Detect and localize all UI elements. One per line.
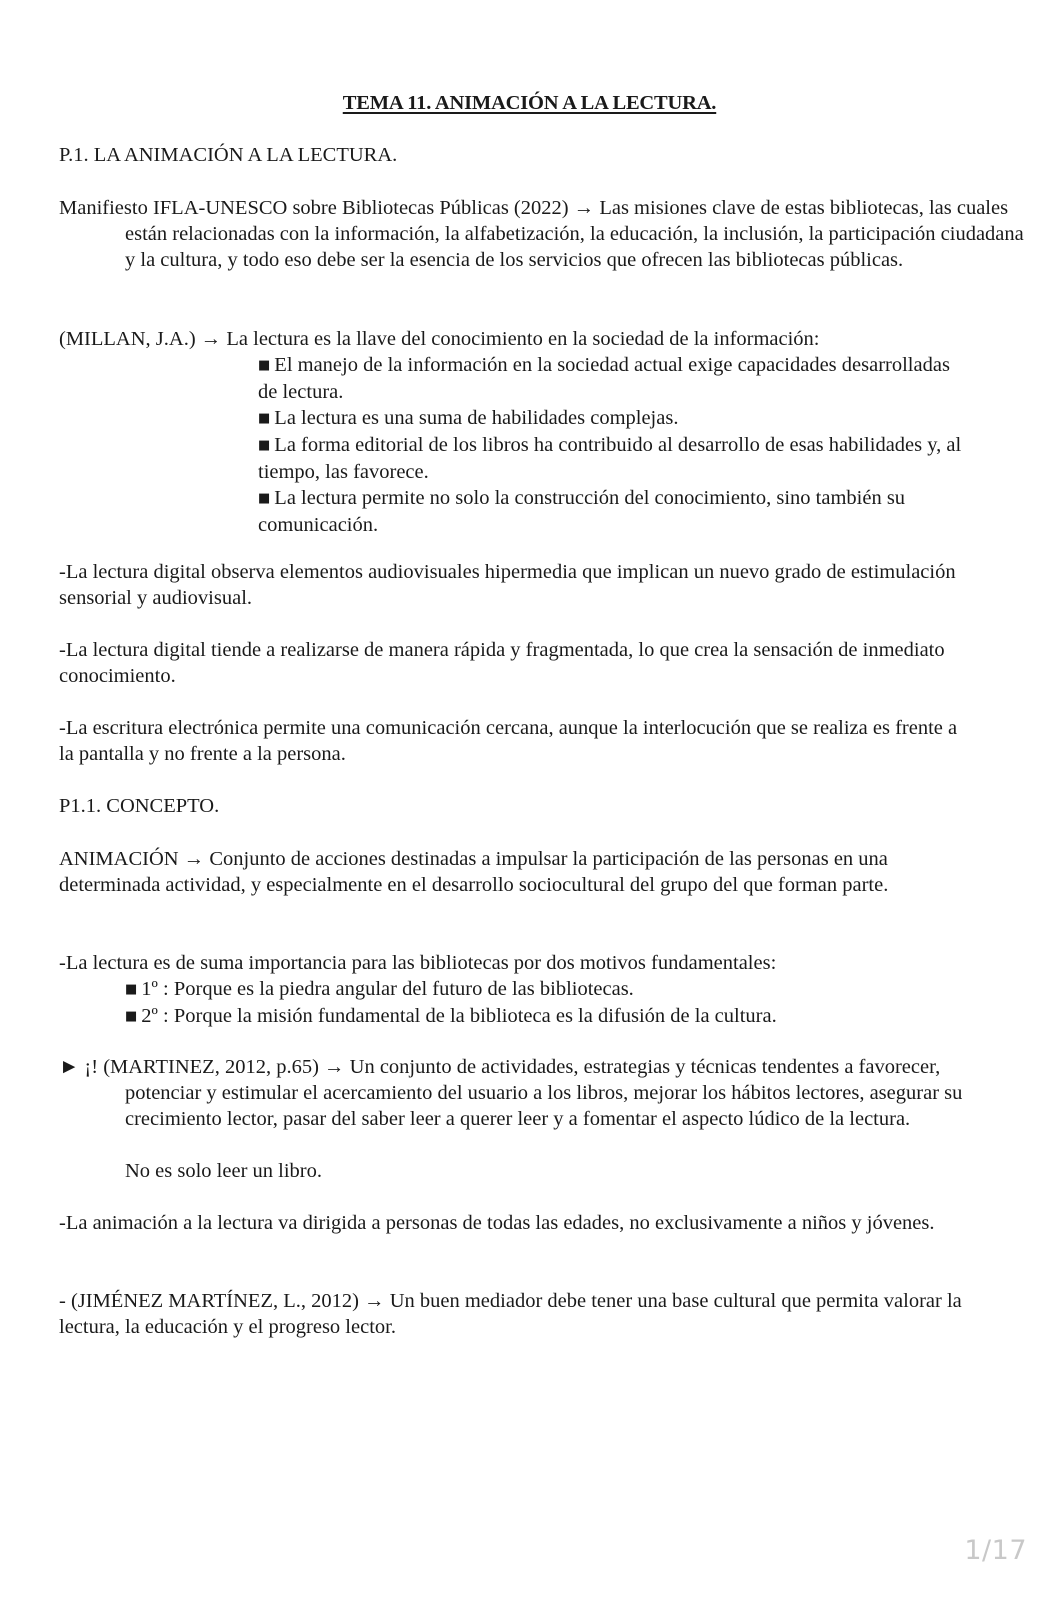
bullet-square-icon: ■	[258, 358, 271, 373]
millan-heading: (MILLAN, J.A.) → La lectura es la llave del conocimiento en la sociedad de la información:	[59, 328, 820, 350]
bullet-square-icon: ■	[125, 1009, 138, 1024]
section-heading-p1: P.1. LA ANIMACIÓN A LA LECTURA.	[59, 144, 398, 166]
paragraph-escritura: -La escritura electrónica permite una comunicación cercana, aunque la interlocución que se realiza es frente a la pantalla y no frente a la persona.	[59, 717, 958, 765]
millan-bullet-list	[258, 352, 968, 538]
bullet-square-icon: ■	[258, 491, 271, 506]
list-item: ■ El manejo de la información en la sociedad actual exige capacidades desarrolladas de lectura.	[258, 354, 950, 403]
paragraph-edades: -La animación a la lectura va dirigida a personas de todas las edades, no exclusivamente a niños y jóvenes.	[59, 1212, 935, 1234]
bullet-square-icon: ■	[258, 438, 271, 453]
martinez-text: ¡! (MARTINEZ, 2012, p.65) → Un conjunto de actividades, estrategias y técnicas tendentes a favorecer, potenciar y estimular el acercamiento del usuario a los libros, mejorar los hábitos lectores, asegurar su crecimiento lector, pasar del saber leer a querer leer y a fomentar el aspecto lúdico de la lectura.	[84, 1056, 963, 1130]
list-item: ■ La forma editorial de los libros ha contribuido al desarrollo de esas habilidades y, al tiempo, las favorece.	[258, 434, 962, 483]
arrow-right-icon: ►	[59, 1056, 80, 1078]
martinez-note: No es solo leer un libro.	[125, 1160, 322, 1182]
paragraph-jimenez: - (JIMÉNEZ MARTÍNEZ, L., 2012) → Un buen mediador debe tener una base cultural que permita valorar la lectura, la educación y el progreso lector.	[59, 1290, 962, 1338]
section-heading-p1-1: P1.1. CONCEPTO.	[59, 795, 220, 817]
manifiesto-paragraph: Manifiesto IFLA-UNESCO sobre Bibliotecas Públicas (2022) → Las misiones clave de estas bibliotecas, las cuales están relacionadas con la información, la alfabetización, la educación, la inclusión, la participación ciudadana y la cultura, y todo eso debe ser la esencia de los servicios que ofrecen las bibliotecas públicas.	[59, 197, 1024, 271]
animacion-definition: ANIMACIÓN → Conjunto de acciones destinadas a impulsar la participación de las personas en una determinada actividad, y especialmente en el desarrollo sociocultural del grupo del que forman parte.	[59, 848, 889, 896]
page-indicator: 1/17	[964, 1535, 1027, 1566]
list-item: ■ 1º : Porque es la piedra angular del futuro de las bibliotecas.	[125, 978, 634, 1000]
bullet-square-icon: ■	[258, 411, 271, 426]
list-item: ■ La lectura permite no solo la construcción del conocimiento, sino también su comunicación.	[258, 487, 906, 536]
paragraph-digital-1: -La lectura digital observa elementos audiovisuales hipermedia que implican un nuevo grado de estimulación sensorial y audiovisual.	[59, 561, 956, 609]
motivos-list	[125, 976, 985, 1030]
motivos-intro: -La lectura es de suma importancia para las bibliotecas por dos motivos fundamentales:	[59, 952, 777, 974]
list-item: ■ 2º : Porque la misión fundamental de la biblioteca es la difusión de la cultura.	[125, 1005, 777, 1027]
bullet-square-icon: ■	[125, 982, 138, 997]
martinez-quote	[59, 1054, 1020, 1132]
page-title: TEMA 11. ANIMACIÓN A LA LECTURA.	[342, 92, 717, 114]
paragraph-digital-2: -La lectura digital tiende a realizarse de manera rápida y fragmentada, lo que crea la sensación de inmediato conocimiento.	[59, 639, 945, 687]
list-item: ■ La lectura es una suma de habilidades complejas.	[258, 407, 679, 429]
